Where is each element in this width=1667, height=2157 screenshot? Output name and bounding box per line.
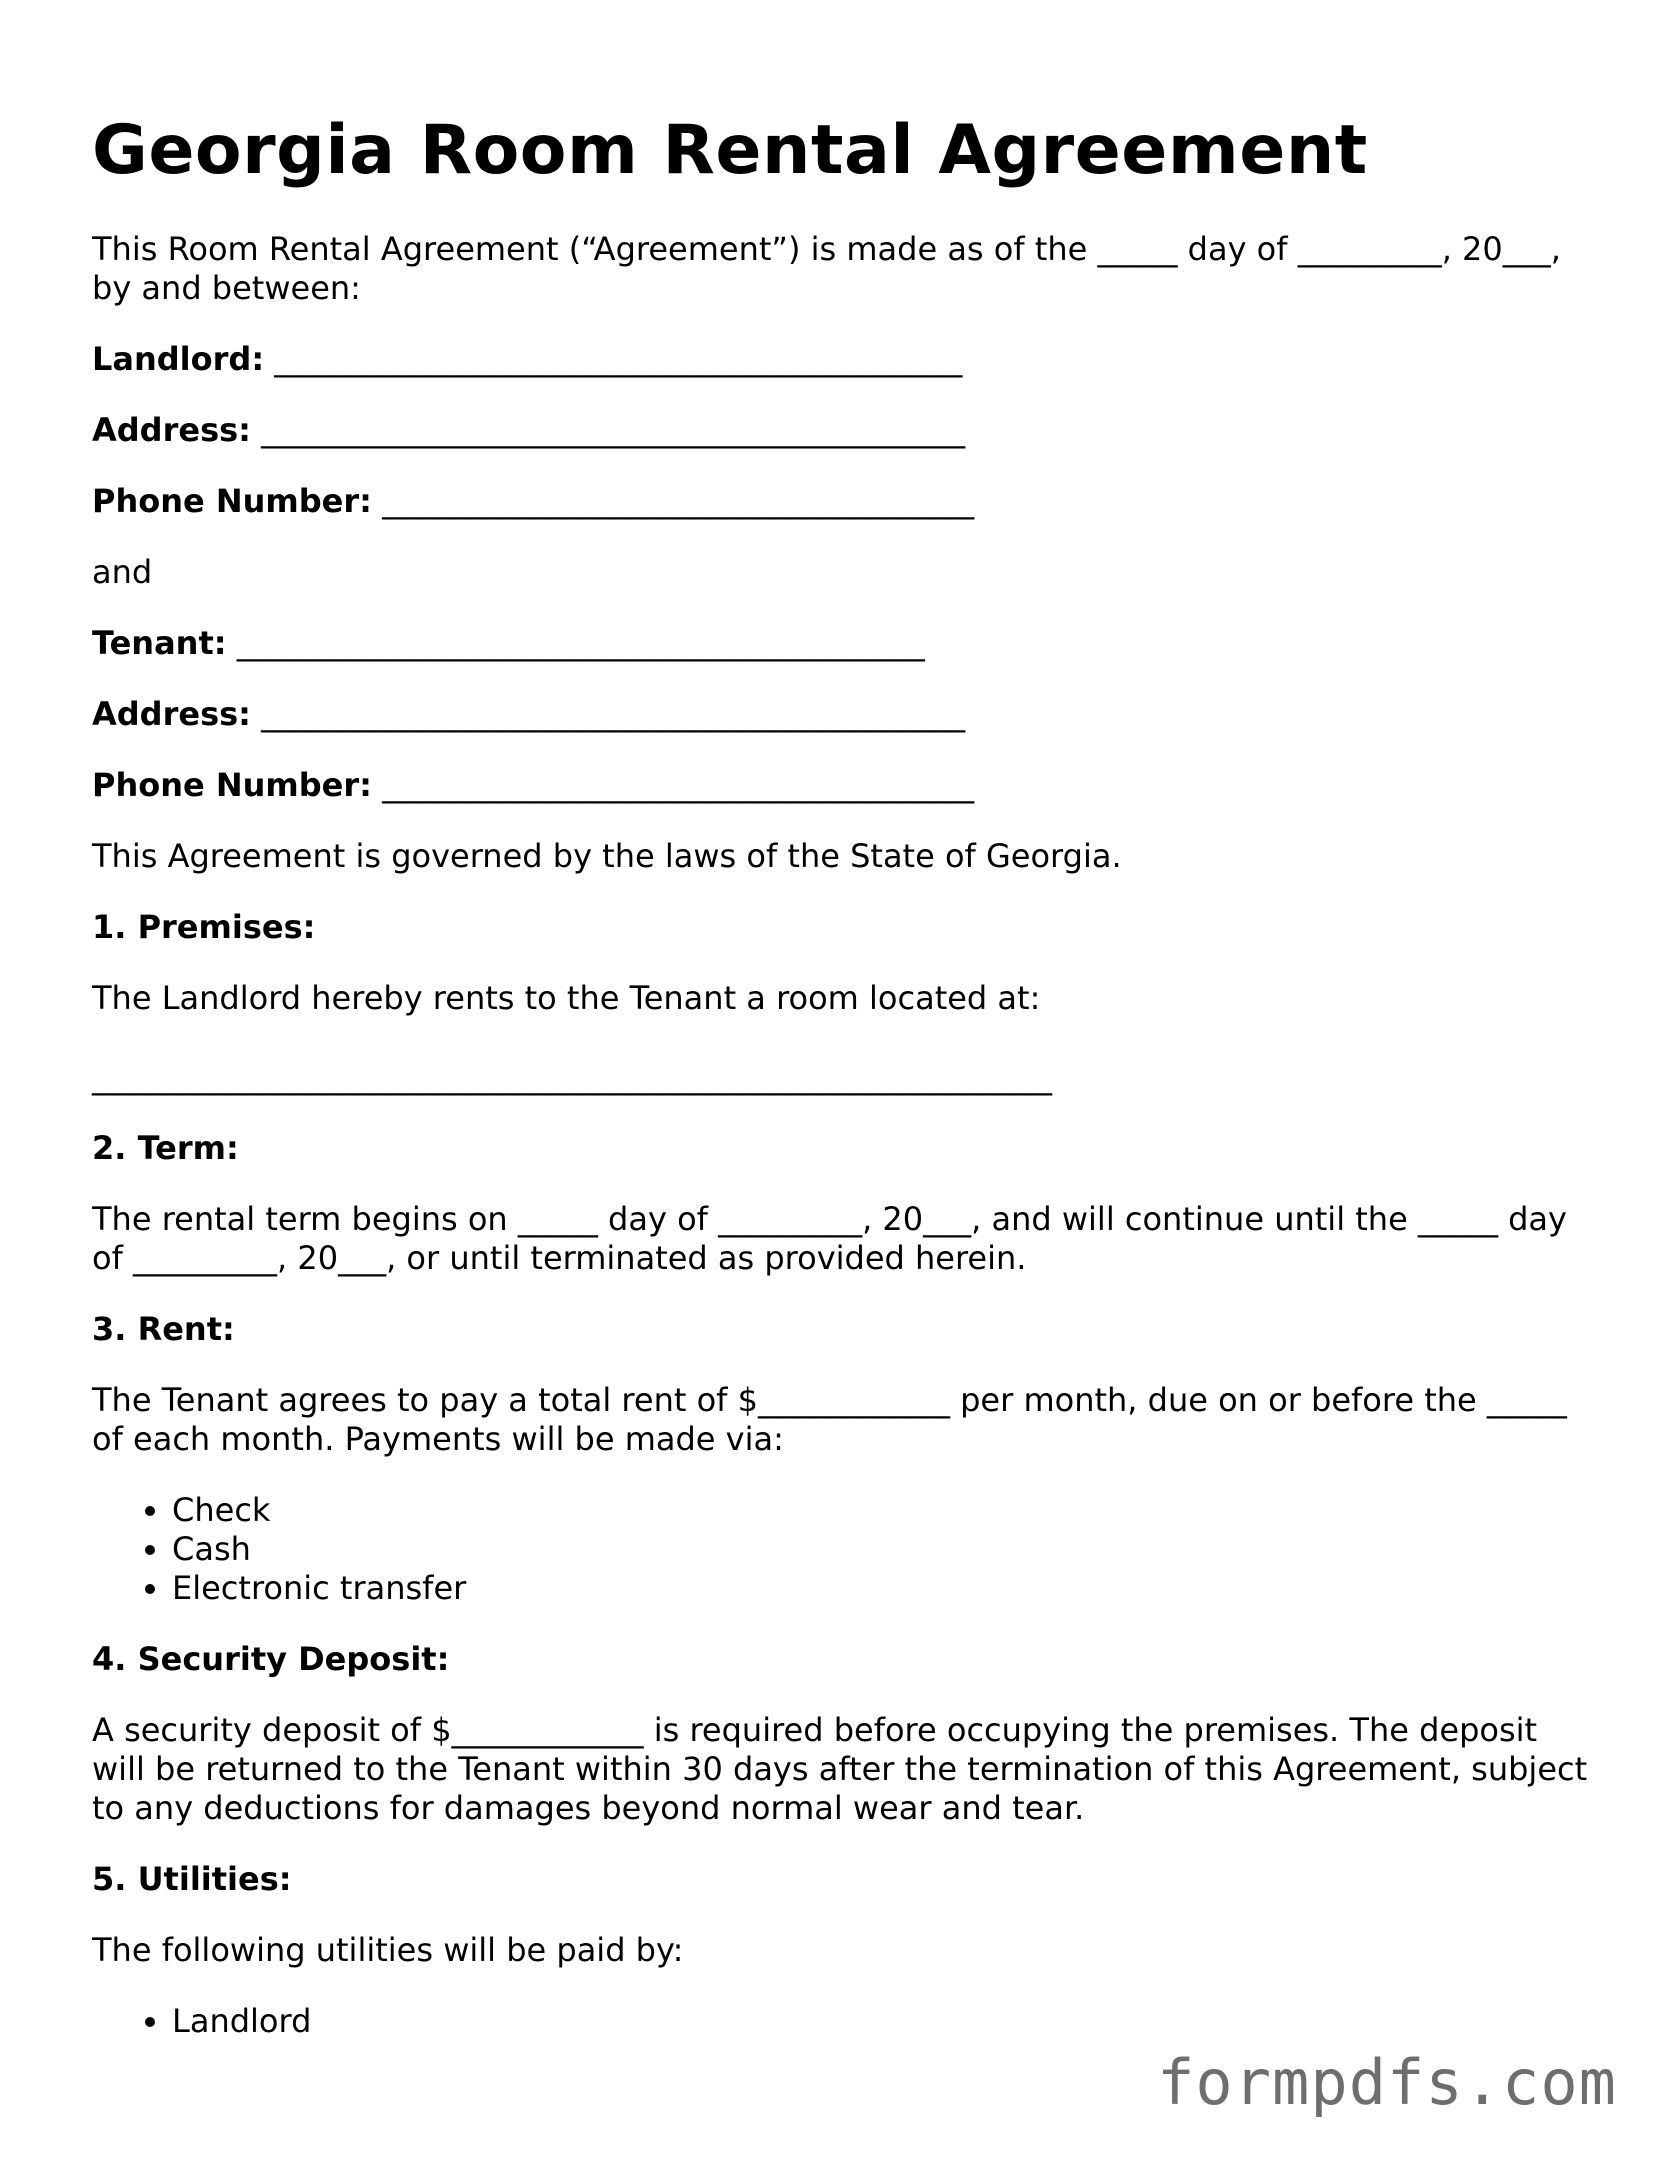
utilities-title: 5. Utilities: (92, 1859, 292, 1898)
payment-methods-list (92, 1491, 1592, 1608)
landlord-address-field (92, 411, 1592, 450)
utilities-payers-list (92, 2002, 1592, 2041)
landlord-name-field (92, 340, 1592, 379)
tenant-phone-field (92, 766, 1592, 805)
governing-law: This Agreement is governed by the laws of the State of Georgia. (92, 836, 1122, 875)
term-text: The rental term begins on _____ day of _________, 20___, and will continue until the _____ day of _________, 20___, or until terminated as provided herein. (92, 1199, 1567, 1277)
document-page (92, 110, 1592, 2073)
intro-paragraph: This Room Rental Agreement (“Agreement”) is made as of the _____ day of _________, 20___, by and between: (92, 229, 1561, 307)
landlord-phone-field (92, 482, 1592, 521)
landlord-name-blank: ___________________________________________ (274, 339, 963, 378)
landlord-name-label: Landlord: (92, 339, 265, 378)
rent-text: The Tenant agrees to pay a total rent of $____________ per month, due on or before the _____ of each month. Payments will be made via: (92, 1380, 1567, 1458)
premises-title: 1. Premises: (92, 907, 316, 946)
document-title: Georgia Room Rental Agreement (92, 111, 1368, 190)
deposit-text: A security deposit of $____________ is required before occupying the premises. The deposit will be returned to the Tenant within 30 days after the termination of this Agreement, subject to any deductions for damages beyond normal wear and tear. (92, 1710, 1588, 1827)
landlord-address-label: Address: (92, 410, 251, 449)
tenant-name-label: Tenant: (92, 623, 227, 662)
tenant-address-field (92, 695, 1592, 734)
landlord-address-blank: ____________________________________________ (261, 410, 966, 449)
premises-text: The Landlord hereby rents to the Tenant a room located at: (92, 978, 1041, 1017)
list-item: • Check (172, 1491, 1592, 1530)
list-item: • Landlord (172, 2002, 1592, 2041)
tenant-phone-label: Phone Number: (92, 765, 372, 804)
term-title: 2. Term: (92, 1128, 239, 1167)
list-item: • Cash (172, 1530, 1592, 1569)
tenant-phone-blank: _____________________________________ (382, 765, 975, 804)
deposit-title: 4. Security Deposit: (92, 1639, 450, 1678)
list-item: • Electronic transfer (172, 1569, 1592, 1608)
and-text: and (92, 552, 153, 591)
tenant-name-blank: ___________________________________________ (236, 623, 925, 662)
premises-address-blank: ____________________________________________________________ (92, 1057, 1052, 1096)
tenant-address-label: Address: (92, 694, 251, 733)
tenant-address-blank: ____________________________________________ (261, 694, 966, 733)
rent-title: 3. Rent: (92, 1309, 235, 1348)
tenant-name-field (92, 624, 1592, 663)
landlord-phone-blank: _____________________________________ (382, 481, 975, 520)
watermark: formpdfs.com (1157, 2046, 1617, 2119)
utilities-text: The following utilities will be paid by: (92, 1930, 684, 1969)
landlord-phone-label: Phone Number: (92, 481, 372, 520)
